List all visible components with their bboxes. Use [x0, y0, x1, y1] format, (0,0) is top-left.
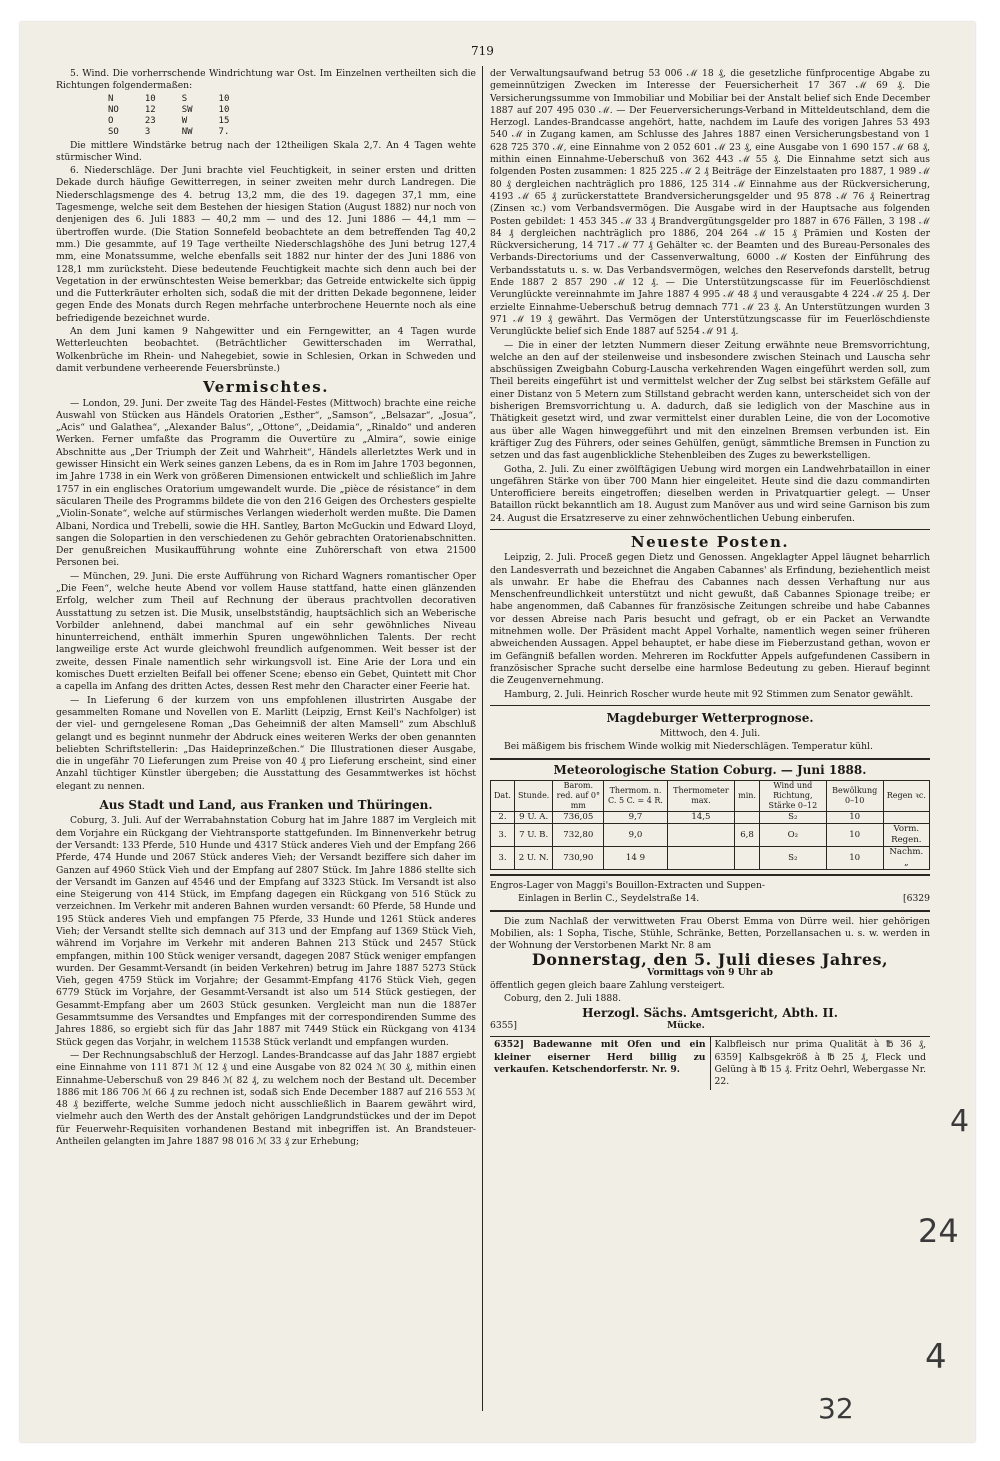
article-lieferung: — In Lieferung 6 der kurzem von uns empfohlenen illustrirten Ausgabe der gesammelten Romane und Novellen von E. Marlitt (Leipzig, Ernst Keil's Nachfolger) ist der viel- und gerngelesene Roman „Das Geheimniß der alten Mamsell“ zum Abschluß gelangt und es beginnt nunmehr der Abdruck eines weiteren Werks der oben genannten beliebten Schriftstellerin: „Das Haideprinzeßchen.“ Die Illustrationen dieser Ausgabe, die in ungefähr 70 Lieferungen zum Preise von 40 ₰ pro Lieferung erscheint, sind einer Anzahl tüchtiger Künstler übergeben; die Ausstattung des Gesammtwerkes ist höchst elegant zu nennen.	[56, 694, 476, 792]
table-cell: S	[181, 93, 188, 104]
met-station-table	[490, 780, 930, 870]
wind-direction-table	[108, 94, 255, 138]
table-cell: S₂	[759, 847, 826, 870]
table-cell: 9,7	[604, 812, 667, 824]
table-cell: 7.	[218, 126, 230, 137]
table-row	[108, 105, 255, 116]
ad-auction-ref: 6355]	[490, 1020, 517, 1031]
table-row	[108, 116, 255, 127]
table-cell: 10	[218, 104, 230, 115]
table-cell: 9,0	[604, 824, 667, 847]
table-cell	[735, 847, 760, 870]
table-cell: 10	[144, 93, 156, 104]
article-rechnungsabschluss: — Der Rechnungsabschluß der Herzogl. Landes-Brandcasse auf das Jahr 1887 ergiebt eine Einnahme von 111 871 ℳ 12 ₰ und eine Ausgabe von 82 024 ℳ 30 ₰, mithin einen Einnahme-Ueberschuß von 29 846 ℳ 82 ₰, zu welchem noch der Bestand ult. December 1886 mit 186 706 ℳ 66 ₰ zu rechnen ist, sodaß sich Ende December 1887 auf 216 553 ℳ 48 ₰ bezifferte, welche Summe jedoch nicht ausschließlich in Baarem gewährt wird, vielmehr auch den Werth des der Anstalt gehörigen Landgrundstückes und der im Depot für Feuerwehr-Requisiten vorhandenen Bestand mit inbegriffen ist. An Brandsteuer-Antheilen gelangten im Jahre 1887 98 016 ℳ 33 ₰ zur Erhebung;	[56, 1049, 476, 1148]
ad-kalbfleisch: Kalbfleisch nur prima Qualität à ℔ 36 ₰, 6359] Kalbsgekröß à ℔ 25 ₰, Fleck und Gelüng à ℔ 15 ₰. Fritz Oehrl, Webergasse Nr. 22.	[710, 1037, 931, 1090]
column-header: Regen ꝛc.	[883, 781, 929, 812]
table-cell: 732,80	[553, 824, 604, 847]
table-row	[491, 812, 930, 824]
table-cell: Nachm. „	[883, 847, 929, 870]
table-cell: 6,8	[735, 824, 760, 847]
table-cell	[667, 824, 734, 847]
ad-auction-text: Die zum Nachlaß der verwittweten Frau Oberst Emma von Dürre weil. hier gehörigen Mobilien, als: 1 Sopha, Tische, Stühle, Schränke, Betten, Porzellansachen u. s. w. werden in der Wohnung der Verstorbenen Markt Nr. 8 am	[490, 915, 930, 952]
divider	[490, 874, 930, 876]
article-leipzig: Leipzig, 2. Juli. Proceß gegen Dietz und Genossen. Angeklagter Appel läugnet beharrlich den Landesverrath und bezeichnet die Angaben Cabannes' als Erfindung, beziehentlich meist als unwahr. Er habe die Ehefrau des Cabannes nach dessen Verhaftung nur aus Menschenfreundlichkeit unterstützt und nicht gewußt, daß Cabannes Spionage treibe; er habe angenommen, daß Cabannes für französische Zeitungen schreibe und habe Cabannes vor dessen Abreise nach Paris besucht und gefragt, ob er ein Packet an Verwandte mitnehmen wolle. Der Präsident macht Appel Vorhalte, namentlich wegen seiner früheren abweichenden Aussagen. Appel behauptet, er habe diese im Fieberzustand gethan, wovon er im Gefängniß befallen worden. Mehreren im Rockfutter Appels aufgefundenen Cassibern in französischer Sprache sucht derselbe eine harmlose Bedeutung zu geben. Hierauf beginnt die Zeugenvernehmung.	[490, 552, 930, 687]
table-cell: 15	[218, 115, 230, 126]
table-row	[491, 847, 930, 870]
article-munchen: — München, 29. Juni. Die erste Aufführung von Richard Wagners romantischer Oper „Die Feen“, welche heute Abend vor vollem Hause stattfand, hatte einen glänzenden Erfolg, welcher zum Theil auf Rechnung der überaus prachtvollen decorativen Ausstattung zu setzen ist. Die Musik, unselbstständig, hauptsächlich sich an Weberische Vorbilder anlehnend, dabei manchmal auf ein sehr gewöhnliches Niveau hinunterreichend, enthält immerhin Spuren ungewöhnlichen Talents. Der recht langweilige erste Act wurde gleichwohl freundlich aufgenommen. Weit besser ist der zweite, dessen Finale namentlich sehr wirkungsvoll ist. Eine Arie der Lora und ein komisches Duett erzielten Beifall bei offener Scene; ebenso ein Gebet, Quintett mit Chor a capella im Anfang des dritten Actes, dessen Rest mehr den Character einer Feerie hat.	[56, 570, 476, 693]
section-heading-neueste-posten: Neueste Posten.	[630, 532, 790, 551]
column-header: Thermom. n. C. 5 C. = 4 R.	[604, 781, 667, 812]
table-header-row	[491, 781, 930, 812]
table-cell	[735, 812, 760, 824]
table-cell	[883, 812, 929, 824]
table-cell: O₂	[759, 824, 826, 847]
column-header: Wind und Richtung, Stärke 0–12	[759, 781, 826, 812]
right-column	[490, 68, 930, 1090]
table-cell: 2.	[491, 812, 515, 824]
table-cell: 3.	[491, 824, 515, 847]
column-header: Dat.	[491, 781, 515, 812]
table-cell: N	[108, 93, 114, 104]
ad-auction-place: Coburg, den 2. Juli 1888.	[504, 993, 622, 1005]
ad-maggi-line-2	[490, 893, 930, 905]
storm-paragraph: An dem Juni kamen 9 Nahgewitter und ein Ferngewitter, an 4 Tagen wurde Wetterleuchten beobachtet. (Beträchtlicher Gewitterschaden im Werrathal, Wolkenbrüche im Rhein- und Nahegebiet, sowie in Schlesien, Orkan in Schweden und damit verbundene verheerende Feuersbrünste.)	[56, 326, 476, 374]
divider	[490, 910, 930, 912]
table-cell: 736,05	[553, 812, 604, 824]
ad-auction-date: Donnerstag, den 5. Juli dieses Jahres,	[531, 949, 889, 969]
weather-forecast-day: Mittwoch, den 4. Juli.	[659, 728, 761, 740]
column-header: Bewölkung 0–10	[826, 781, 883, 812]
divider	[490, 529, 930, 530]
ad-auction-footer	[490, 1020, 930, 1032]
table-cell: 10	[218, 93, 230, 104]
table-cell: 12	[144, 104, 156, 115]
wind-summary: Die mittlere Windstärke betrug nach der 12theiligen Skala 2,7. An 4 Tagen wehte stürmischer Wind.	[56, 139, 476, 163]
ad-maggi-line-1: Engros-Lager von Maggi's Bouillon-Extracten und Suppen-	[490, 880, 765, 892]
handwritten-mark: 24	[918, 1212, 959, 1250]
table-cell: 23	[144, 115, 156, 126]
table-row	[491, 824, 930, 847]
ad-auction-terms: öffentlich gegen gleich baare Zahlung versteigert.	[490, 980, 725, 992]
divider	[490, 705, 930, 706]
table-cell: 14,5	[667, 812, 734, 824]
table-cell: 10	[826, 824, 883, 847]
table-cell: 7 U. B.	[514, 824, 552, 847]
divider	[490, 758, 930, 760]
table-cell: Vorm. Regen.	[883, 824, 929, 847]
table-cell: 10	[826, 847, 883, 870]
ad-auction-signature: Herzogl. Sächs. Amtsgericht, Abth. II.	[582, 1005, 838, 1020]
handwritten-mark: 4	[925, 1337, 947, 1377]
column-header: min.	[735, 781, 760, 812]
table-cell: 9 U. A.	[514, 812, 552, 824]
article-gotha: Gotha, 2. Juli. Zu einer zwölftägigen Uebung wird morgen ein Landwehrbataillon in einer ungefähren Stärke von über 700 Mann hier eingeleitet. Heute sind die dazu commandirten Unterofficiere bereits eingetroffen; dieselben werden in Privatquartier gelegt. — Unser Bataillon rückt bekanntlich am 18. August zum Manöver aus und wird seine Garnison bis zum 24. August die Ersatzreserve zu einer zehnwöchentlichen Uebung einberufen.	[490, 463, 930, 524]
section-heading-aus-stadt-und-land: Aus Stadt und Land, aus Franken und Thüringen.	[99, 798, 433, 813]
small-ads-row	[490, 1036, 930, 1090]
column-divider	[482, 66, 483, 1411]
column-header: Barom. red. auf 0° mm	[553, 781, 604, 812]
table-cell: NO	[108, 104, 119, 115]
ad-auction-time: Vormittags von 9 Uhr ab	[647, 966, 773, 978]
table-cell: 3	[144, 126, 151, 137]
met-station-title: Meteorologische Station Coburg. — Juni 1888.	[553, 762, 867, 777]
column-header: Stunde.	[514, 781, 552, 812]
ad-maggi-ref: [6329	[903, 893, 930, 905]
article-coburg: Coburg, 3. Juli. Auf der Werrabahnstation Coburg hat im Jahre 1887 im Vergleich mit dem Vorjahre ein Rückgang der Viehtransporte stattgefunden. Im Binnenverkehr betrug der Versandt: 133 Pferde, 510 Hunde und 4317 Stück anderes Vieh und der Empfang 266 Pferde, 474 Hunde und 2067 Stück anderes Vieh; der Versandt beziffere sich daher im Ganzen auf 4960 Stück Vieh und der Empfang auf 2807 Stück. Im Jahre 1886 stellte sich der Versandt im Ganzen auf 4546 und der Empfang auf 3323 Stück. Im Versandt ist also eine Steigerung von 414 Stück, im Empfang dagegen ein Rückgang von 516 Stück zu verzeichnen. Im Verkehr mit anderen Bahnen wurden versandt: 60 Pferde, 58 Hunde und 195 Stück anderes Vieh und empfangen 75 Pferde, 33 Hunde und 1261 Stück anderes Vieh; der Versandt stellte sich demnach auf 313 und der Empfang auf 1369 Stück Vieh, während im Vorjahre im Verkehr mit anderen Bahnen 213 Stück und 2457 Stück empfangen, mithin 100 Stück weniger versandt, dagegen 2087 Stück weniger empfangen wurden. Der Gesammt-Versandt (in beiden Verkehren) betrug im Jahre 1887 5273 Stück Vieh, gegen 4759 Stück im Vorjahre; der Gesammt-Empfang 4176 Stück Vieh, gegen 6779 Stück im Vorjahre, der Gesammt-Versandt ist also um 514 Stück gestiegen, der Gesammt-Empfang aber um 2603 Stück gesunken. Vergleicht man nun die 1887er Gesammtsumme des Versandtes und Empfanges mit der correspondirenden Summe des Jahres 1886, so ergiebt sich für das Jahr 1887 mit 7449 Stück ein Rückgang von 4134 Stück gegen das Vorjahr, in welchem 11538 Stück verlandt und empfangen wurden.	[56, 815, 476, 1048]
handwritten-mark: 4	[950, 1104, 970, 1139]
left-column	[56, 68, 476, 1149]
table-cell	[667, 847, 734, 870]
table-cell: 730,90	[553, 847, 604, 870]
ad-maggi-address: Einlagen in Berlin C., Seydelstraße 14.	[518, 893, 700, 905]
page-number: 719	[471, 44, 494, 58]
table-row	[108, 94, 255, 105]
wind-intro: 5. Wind. Die vorherrschende Windrichtung war Ost. Im Einzelnen vertheilten sich die Richtungen folgendermaßen:	[56, 68, 476, 92]
rain-paragraph: 6. Niederschläge. Der Juni brachte viel Feuchtigkeit, in seiner ersten und dritten Dekade durch häufige Gewitterregen, in seiner zweiten mehr durch Landregen. Die Niederschlagsmenge des 4. betrug 13,2 mm, die des 19. dagegen 37,1 mm, eine Tagesmenge, welche seit dem Bestehen der hiesigen Station (August 1882) nur noch von denjenigen des 6. Juli 1883 — 40,2 mm — und des 12. Juni 1886 — 44,1 mm — übertroffen wurde. (Die Station Sonnefeld beobachtete an dem betreffenden Tag 40,2 mm.) Die gesammte, auf 19 Tage vertheilte Niederschlagshöhe des Juni betrug 127,4 mm, eine Monatssumme, welche ebenfalls seit 1882 nur hinter der des Juni 1886 von 128,1 mm zurücksteht. Diese bedeutende Feuchtigkeit machte sich denn auch bei der Vegetation in der erwünschtesten Weise bemerkbar; das Getreide entwickelte sich üppig und die Futterkräuter erholten sich, sodaß die mit der dritten Dekade begonnene, leider gegen Ende des Monats durch Regen mehrfache unterbrochene Heuernte noch als eine befriedigende bezeichnet wurde.	[56, 165, 476, 324]
table-cell: O	[108, 115, 114, 126]
article-london: — London, 29. Juni. Der zweite Tag des Händel-Festes (Mittwoch) brachte eine reiche Auswahl von Stücken aus Händels Oratorien „Esther“, „Samson“, „Belsazar“, „Josua“, „Acis“ und Galathea“, „Alexander Balus“, „Ottone“, „Deidamia“, „Rinaldo“ und anderen Werken. Ferner umfaßte das Programm die Ouvertüre zu „Almira“, sowie einige Abschnitte aus „Der Triumph der Zeit und Wahrheit“, Händels allerletztes Werk und in gewisser Hinsicht ein Werk seines ganzen Lebens, da es in Rom im Jahre 1703 begonnen, im Jahre 1738 in ein Werk von größeren Dimensionen entwickelt und schließlich im Jahre 1757 in ein englisches Oratorium umgewandelt wurde. Die „pièce de résistance“ in dem säcularen Theile des Programms bildete die von den 216 Geigen des Orchesters gespielte „Violin-Sonate“, welche auf stürmisches Verlangen wiederholt werden mußte. Die Damen Albani, Nordica und Trebelli, sowie die HH. Santley, Barton McGuckin und Edward Lloyd, sangen die Solopartien in den verschiedenen zu Gehör gebrachten Oratorienabschnitten. Der genußreichen Musikaufführung wohnte eine Zuhörerschaft von etwa 21500 Personen bei.	[56, 397, 476, 569]
newspaper-page	[20, 22, 975, 1442]
column-header: Thermometer max.	[667, 781, 734, 812]
handwritten-mark: 32	[818, 1392, 854, 1425]
table-row	[108, 127, 255, 138]
weather-forecast-text: Bei mäßigem bis frischem Winde wolkig mit Niederschlägen. Temperatur kühl.	[504, 741, 873, 753]
table-cell: 2 U. N.	[514, 847, 552, 870]
table-cell: 10	[826, 812, 883, 824]
table-cell: W	[181, 115, 188, 126]
weather-forecast-title: Magdeburger Wetterprognose.	[606, 710, 814, 725]
ad-bathtub: 6352] Badewanne mit Ofen und ein kleiner eiserner Herd billig zu verkaufen. Ketschendorferstr. Nr. 9.	[494, 1039, 706, 1075]
ad-auction-name: Mücke.	[666, 1020, 705, 1031]
table-cell: 14 9	[604, 847, 667, 870]
section-heading-vermischtes: Vermischtes.	[203, 378, 329, 397]
table-cell: S₂	[759, 812, 826, 824]
article-bremsvorrichtung: — Die in einer der letzten Nummern dieser Zeitung erwähnte neue Bremsvorrichtung, welche an den auf der steilenweise und insbesondere zwischen Steinach und Lauscha sehr abschüssigen Zweigbahn Coburg-Lauscha verkehrenden Wagen eingeführt werden soll, zum Theil bereits eingeführt ist und vermittelst welcher der Zug selbst bei stärkstem Gefälle auf einer Distanz von 5 Metern zum Stillstand gebracht werden kann, unterscheidet sich von der bisherigen Bremsvorrichtung u. A. dadurch, daß sie lediglich von der Maschine aus in Thätigkeit gesetzt wird, und zwar vermittelst einer durablen Leine, die von der Locomotive aus über alle Wagen hinweggeführt und mit den einzelnen Bremsen verbunden ist. Ein kräftiger Zug des Führers, oder seines Gehülfen, genügt, sämmtliche Bremsen in Function zu setzen und das fast augenblickliche Stehenbleiben des Zuges zu bewerkstelligen.	[490, 339, 930, 462]
table-cell: 3.	[491, 847, 515, 870]
article-hamburg: Hamburg, 2. Juli. Heinrich Roscher wurde heute mit 92 Stimmen zum Senator gewählt.	[504, 688, 914, 700]
table-cell: NW	[181, 126, 193, 137]
article-verwaltung: der Verwaltungsaufwand betrug 53 006 ℳ 18 ₰, die gesetzliche fünfprocentige Abgabe zu gemeinnützigen Zwecken im Interesse der Feuersicherheit 17 367 ℳ 69 ₰. Die Versicherungssumme von Immobiliar und Mobiliar bei der Anstalt belief sich Ende December 1887 auf 207 495 030 ℳ. — Der Feuerversicherungs-Verband in Mitteldeutschland, dem die Herzogl. Landes-Brandcasse angehört, hatte, nachdem im Laufe des vorigen Jahres 53 493 540 ℳ in Zugang kamen, am Schlusse des Jahres 1887 einen Versicherungsbestand von 1 628 725 370 ℳ, eine Einnahme von 2 052 601 ℳ 23 ₰, eine Ausgabe von 1 690 157 ℳ 68 ₰, mithin einen Einnahme-Ueberschuß von 362 443 ℳ 55 ₰. Die Einnahme setzt sich aus folgenden Posten zusammen: 1 825 225 ℳ 2 ₰ Beiträge der Einzelstaaten pro 1887, 1 989 ℳ 80 ₰ dergleichen nachträglich pro 1886, 125 314 ℳ Einnahme aus der Rückversicherung, 4193 ℳ 65 ₰ zurückerstattete Brandversicherungsgelder und 95 878 ℳ 76 ₰ Reinertrag (Zinsen ꝛc.) vom Verbandsvermögen. Die Ausgabe wird in der Hauptsache aus folgenden Posten gebildet: 1 453 345 ℳ 33 ₰ Brandvergütungsgelder pro 1887 in 676 Fällen, 3 198 ℳ 84 ₰ dergleichen nachträglich pro 1886, 204 264 ℳ 15 ₰ Prämien und Kosten der Rückversicherung, 14 717 ℳ 77 ₰ Gehälter ꝛc. der Beamten und des Bureau-Personales des Verbands-Directoriums und der Cassenverwaltung, 6000 ℳ Kosten der Einführung des Verbandsstatuts u. s. w. Das Verbandsvermögen, welches den Reservefonds darstellt, betrug Ende 1887 2 857 290 ℳ 12 ₰. — Die Unterstützungscasse für im Feuerlöschdienst Verunglückte vereinnahmte im Jahre 1887 4 995 ℳ 48 ₰ und verausgabte 4 224 ℳ 25 ₰. Der erzielte Einnahme-Ueberschuß betrug demnach 771 ℳ 23 ₰. An Unterstützungen wurden 3 971 ℳ 19 ₰ gewährt. Das Vermögen der Unterstützungscasse für im Feuerlöschdienste Verunglückte belief sich Ende 1887 auf 5254 ℳ 91 ₰.	[490, 68, 930, 338]
table-cell: SW	[181, 104, 193, 115]
table-cell: SO	[108, 126, 119, 137]
